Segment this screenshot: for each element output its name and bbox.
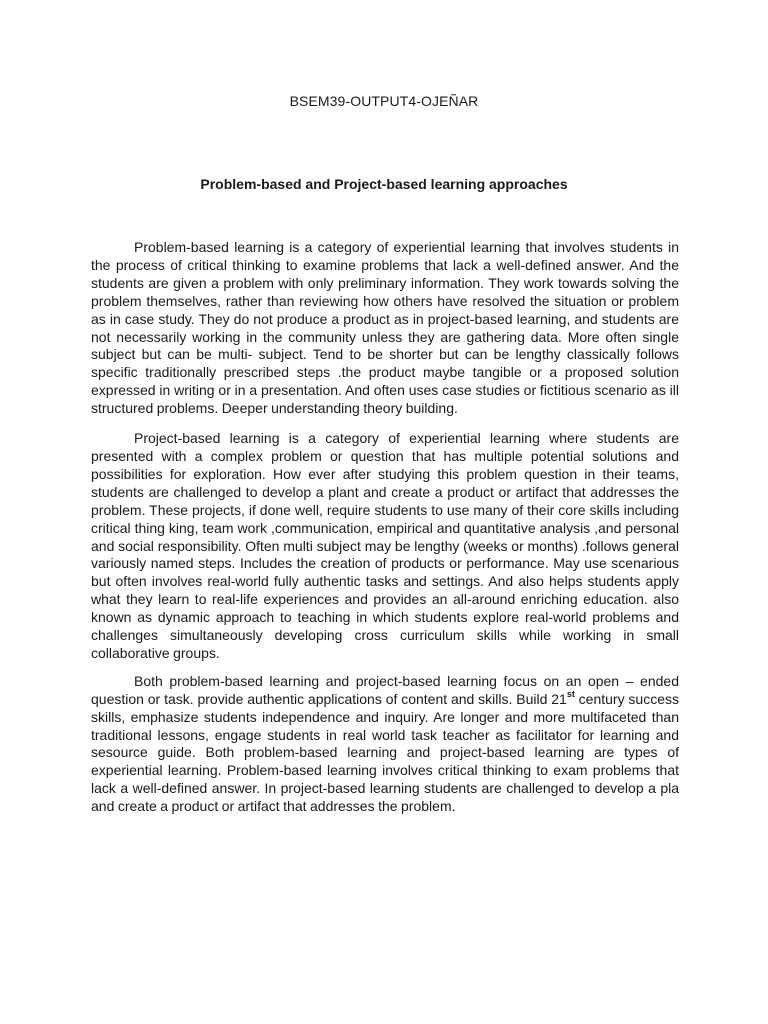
paragraph-comparison-start: Both problem-based learning and project-based learning focus on an open – ended question or task. provide authentic applications of content and skills. Build 21 — [91, 672, 679, 707]
paragraph-project-based: Project-based learning is a category of experiential learning where students are presented with a complex problem or question that has multiple potential solutions and possibilities for exploration. How ever after studying this problem question in their teams, students are challenged to develop a plant and create a product or artifact that addresses the problem. These projects, if done well, require students to use many of their core skills including critical thing king, team work ,communication, empirical and quantitative analysis ,and personal and social responsibility. Often multi subject may be lengthy (weeks or months) .follows general variously named steps. Includes the creation of products or performance. May use scenarious but often involves real-world fully authentic tasks and settings. And also helps students apply what they learn to real-life experiences and provides an all-around enriching education. also known as dynamic approach to teaching in which students explore real-world problems and challenges simultaneously developing cross curriculum skills while working in small collaborative groups. — [91, 430, 679, 661]
paragraph-problem-based: Problem-based learning is a category of experiential learning that involves students in the process of critical thinking to examine problems that lack a well-defined answer. And the students are given a problem with only preliminary information. They work towards solving the problem themselves, rather than reviewing how others have resolved the situation or problem as in case study. They do not produce a product as in project-based learning, and students are not necessarily working in the community unless they are gathering data. More often single subject but can be multi- subject. Tend to be shorter but can be lengthy classically follows specific traditionally prescribed steps .the product maybe tangible or a proposed solution expressed in writing or in a presentation. And often uses case studies or fictitious scenario as ill structured problems. Deeper understanding theory building. — [91, 239, 679, 417]
paragraph-comparison — [91, 673, 679, 816]
paragraph-comparison-end: century success skills, emphasize students independence and inquiry. Are longer and more multifaceted than traditional lessons, engage students in real world task teacher as facilitator for learning and sesource guide. Both problem-based learning and project-based learning are types of experiential learning. Problem-based learning involves critical thinking to exam problems that lack a well-defined answer. In project-based learning students are challenged to develop a pla and create a product or artifact that addresses the problem. — [91, 690, 680, 815]
document-id-line: BSEM39-OUTPUT4-OJEÑAR — [289, 93, 479, 109]
document-title: Problem-based and Project-based learning approaches — [200, 176, 568, 192]
ordinal-superscript: st — [566, 689, 575, 700]
document-body — [91, 239, 679, 825]
